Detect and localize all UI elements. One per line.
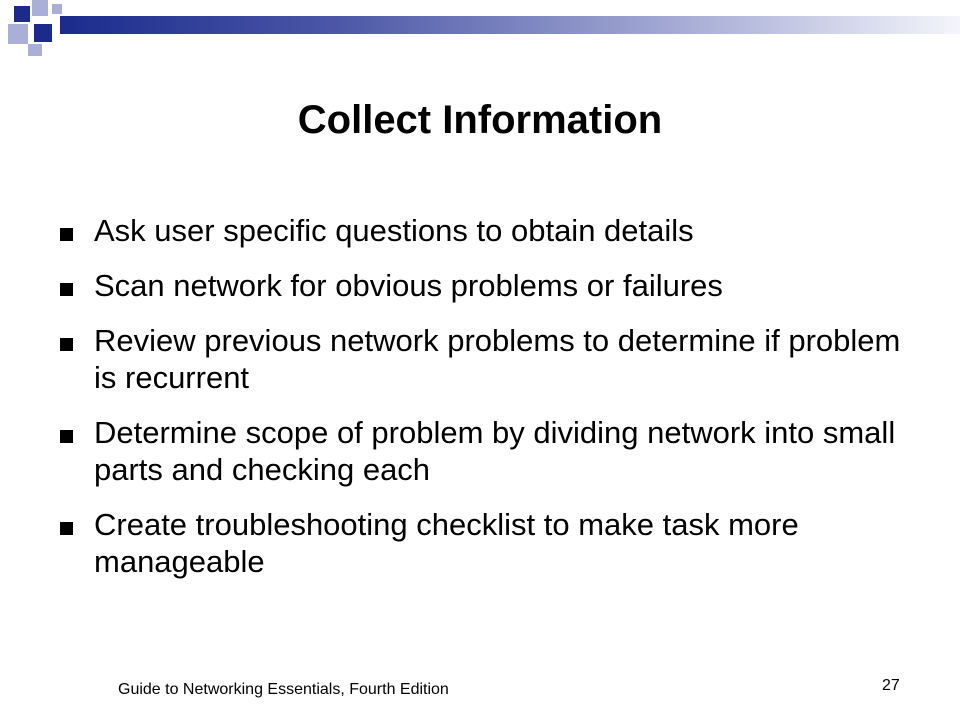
square-bullet-icon <box>60 522 73 535</box>
bullet-text: Determine scope of problem by dividing network into small parts and checking each <box>94 415 896 487</box>
bullet-list <box>60 212 910 598</box>
bullet-item <box>60 267 910 304</box>
decorative-square <box>34 24 52 42</box>
page-number: 27 <box>882 677 900 694</box>
bullet-item <box>60 414 910 488</box>
square-bullet-icon <box>60 283 73 296</box>
bullet-text: Review previous network problems to determine if problem is recurrent <box>94 323 901 395</box>
square-bullet-icon <box>60 338 73 351</box>
decorative-square <box>8 24 28 44</box>
decorative-square <box>52 4 62 14</box>
header-decoration <box>0 0 960 60</box>
bullet-text: Create troubleshooting checklist to make task more manageable <box>94 507 799 579</box>
slide-title: Collect Information <box>297 98 663 142</box>
square-bullet-icon <box>60 430 73 443</box>
bullet-item <box>60 212 910 249</box>
square-bullet-icon <box>60 228 73 241</box>
decorative-square <box>28 44 42 56</box>
footer-text: Guide to Networking Essentials, Fourth Edition <box>118 681 449 698</box>
bullet-text: Scan network for obvious problems or failures <box>94 268 723 303</box>
decorative-square <box>32 0 48 16</box>
decorative-square <box>14 6 30 22</box>
header-gradient-band <box>60 16 960 34</box>
bullet-item <box>60 322 910 396</box>
bullet-text: Ask user specific questions to obtain details <box>94 213 694 248</box>
bullet-item <box>60 506 910 580</box>
